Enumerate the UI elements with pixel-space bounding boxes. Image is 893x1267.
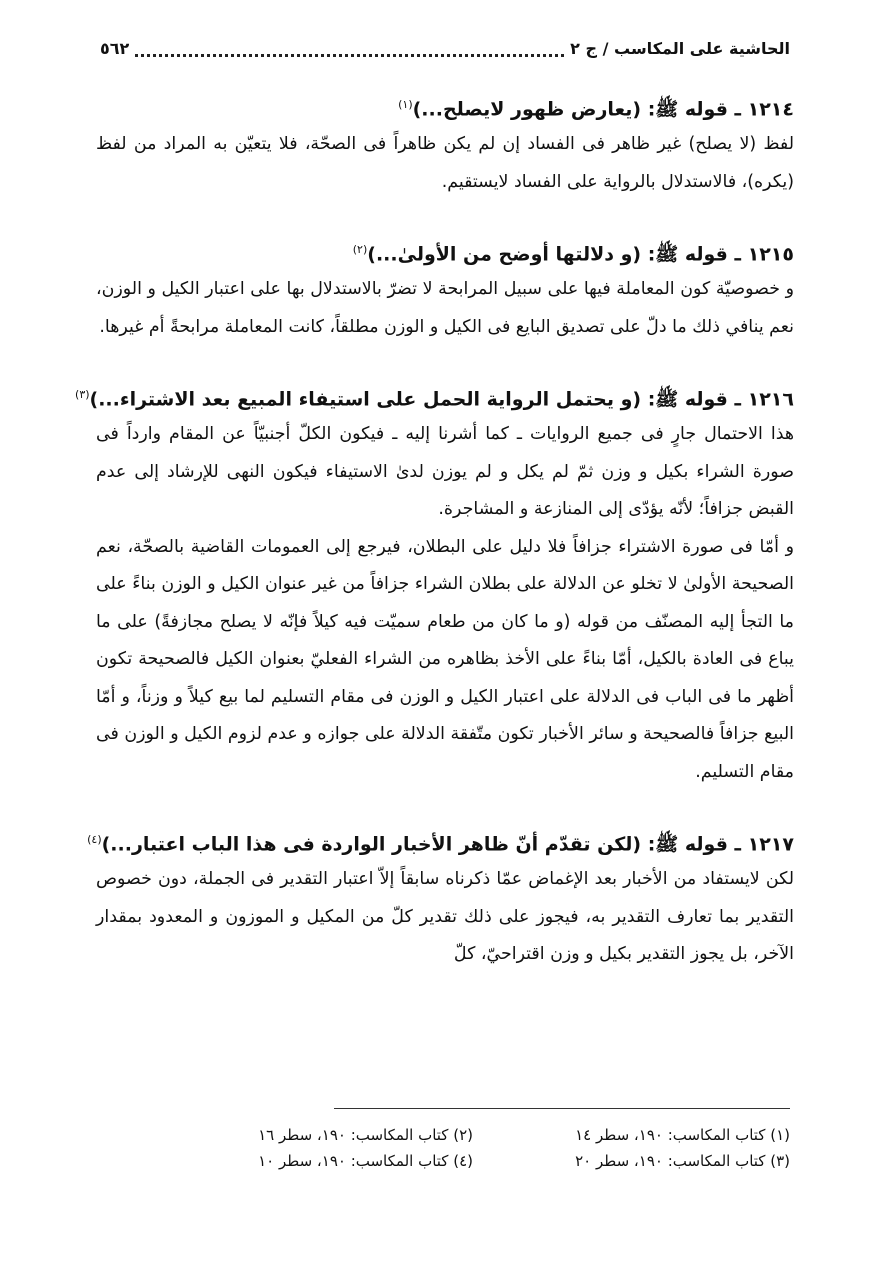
item-paragraph: هذا الاحتمال جارٍ فى جميع الروايات ـ كما أشرنا إليه ـ فيكون الكلّ أجنبيّاً عن المقام وارداً فى صورة الشراء بكيل و وزن ثمّ لم يكل و لم يوزن لدىٰ الاستيفاء فيكون النهى للإرشاد إلى عدم القبض جزافاً؛ لأنّه يؤدّى إلى المنازعة و المشاجرة.	[96, 424, 794, 519]
footnote-ref: (١)	[398, 98, 413, 111]
footnotes	[196, 1124, 790, 1172]
leader-dots	[135, 48, 564, 57]
main-text	[75, 86, 794, 974]
footnote-separator	[334, 1108, 790, 1109]
item-heading	[75, 376, 794, 416]
item-paragraph: لفظ (لا يصلح) غير ظاهر فى الفساد إن لم يكن ظاهراً فى الصحّة، فلا يتعيّن به المراد من لفظ (يكره)، فالاستدلال بالرواية على الفساد لايستقيم.	[96, 134, 794, 192]
heading-text: ١٢١٥ ـ قوله ﷺ: (و دلالتها أوضح من الأولىٰ...)	[367, 243, 794, 266]
heading-text: ١٢١٦ ـ قوله ﷺ: (و يحتمل الرواية الحمل على استيفاء المبيع بعد الاشتراء...)	[89, 388, 794, 411]
footnote: (١) كتاب المكاسب: ١٩٠، سطر ١٤	[575, 1126, 790, 1144]
footnote-ref: (٤)	[87, 833, 102, 846]
heading-text: ١٢١٧ ـ قوله ﷺ: (لكن تقدّم أنّ ظاهر الأخبار الواردة فى هذا الباب اعتبار...)	[101, 833, 794, 856]
item-heading	[87, 821, 794, 861]
item-paragraph: لكن لايستفاد من الأخبار بعد الإغماض عمّا ذكرناه سابقاً إلاّ اعتبار التقدير فى الجملة، دون خصوص التقدير بما تعارف التقدير به، فيجوز على ذلك تقدير كلّ من المكيل و الموزون و المعدود بمقدار الآخر، بل يجوز التقدير بكيل و وزن اقتراحيّ، كلّ	[96, 869, 794, 964]
footnote-ref: (٣)	[75, 388, 90, 401]
item-paragraph: و خصوصيّة كون المعاملة فيها على سبيل المرابحة لا تضرّ بالاستدلال بها على اعتبار الكيل و الوزن، نعم ينافي ذلك ما دلّ على تصديق البايع فى الكيل و الوزن مطلقاً، كانت المعاملة مرابحةً أم غيرها.	[96, 279, 794, 337]
page-number: ٥٦٢	[100, 38, 130, 58]
commentary-item	[87, 821, 794, 974]
commentary-item	[96, 231, 794, 346]
commentary-item	[96, 86, 794, 201]
item-heading	[96, 231, 794, 271]
footnote: (٢) كتاب المكاسب: ١٩٠، سطر ١٦	[258, 1126, 473, 1144]
footnote: (٤) كتاب المكاسب: ١٩٠، سطر ١٠	[258, 1152, 473, 1170]
footnote: (٣) كتاب المكاسب: ١٩٠، سطر ٢٠	[575, 1152, 790, 1170]
commentary-item	[75, 376, 794, 791]
heading-text: ١٢١٤ ـ قوله ﷺ: (يعارض ظهور لايصلح...)	[412, 98, 794, 121]
item-paragraph: و أمّا فى صورة الاشتراء جزافاً فلا دليل على البطلان، فيرجع إلى العمومات القاضية بالصحّة، نعم الصحيحة الأولىٰ لا تخلو عن الدلالة على بطلان الشراء جزافاً من غير عنوان الكيل و الوزن بناءً على ما التجأ إليه المصنّف من قوله (و ما كان من طعام سميّت فيه كيلاً فإنّه لا يصلح مجازفةً) على ما يباع فى العادة بالكيل، أمّا بناءً على الأخذ بظاهره من الشراء الفعليّ بعنوان الكيل فالصحيحة تكون أظهر ما فى الباب فى الدلالة على اعتبار الكيل و الوزن فى مقام التسليم لما بيع كيلاً و وزناً، و أمّا البيع جزافاً فالصحيحة و سائر الأخبار تكون متّفقة الدلالة على جوازه و عدم لزوم الكيل و الوزن فى مقام التسليم.	[96, 536, 794, 782]
running-header	[100, 34, 790, 62]
item-heading	[96, 86, 794, 126]
footnote-ref: (٢)	[352, 243, 368, 256]
running-title: الحاشية على المكاسب / ج ٢	[570, 38, 790, 58]
